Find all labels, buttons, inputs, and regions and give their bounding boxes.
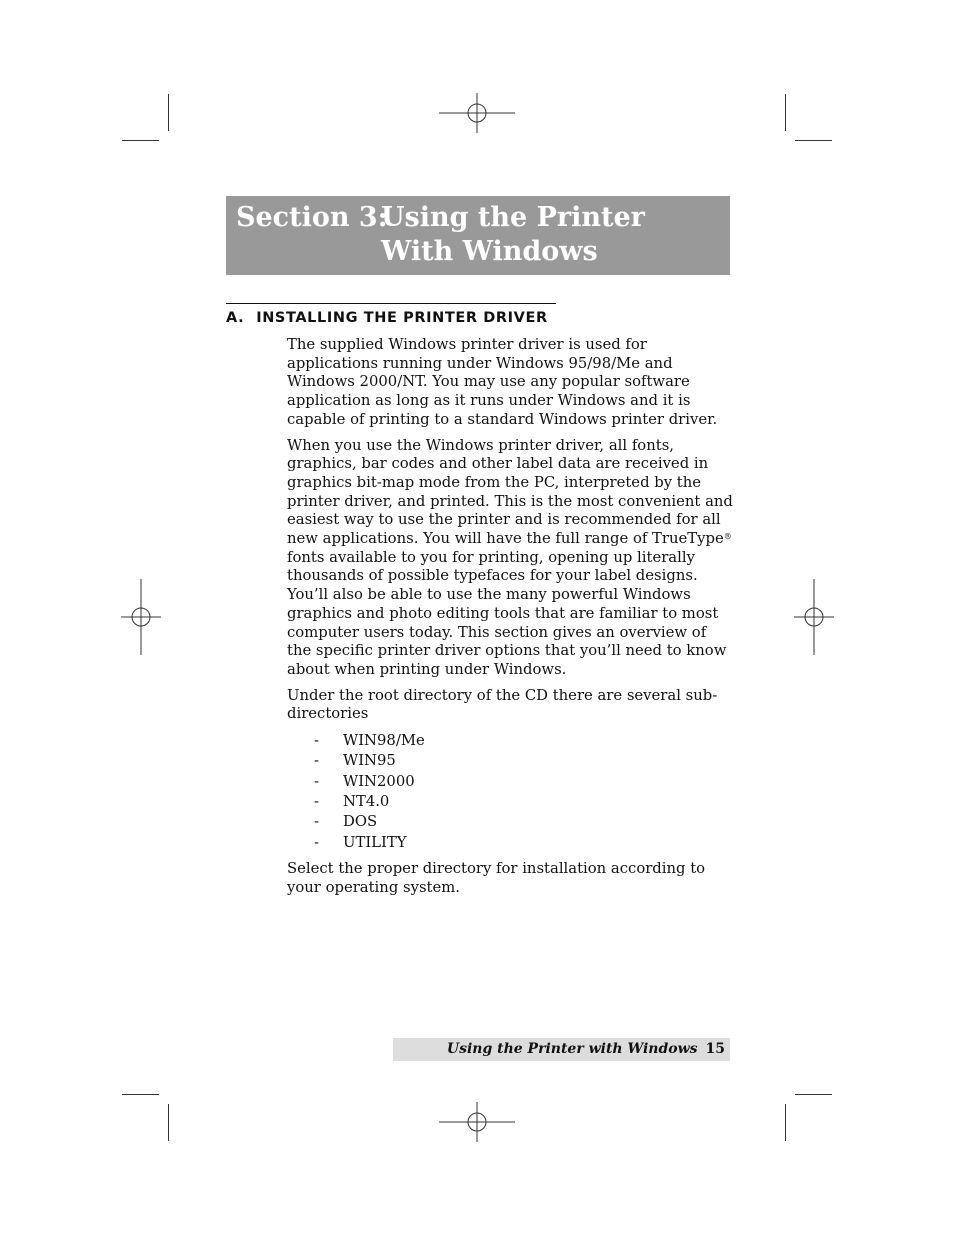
list-item: - WIN2000	[314, 772, 415, 790]
registration-mark-bottom-icon	[439, 1084, 515, 1160]
footer-chapter-title: Using the Printer with Windows	[446, 1041, 698, 1057]
crop-mark-bottom-left-vertical	[168, 1104, 169, 1141]
registered-trademark-mark: ®	[723, 532, 732, 542]
crop-mark-bottom-right-horizontal	[795, 1094, 832, 1095]
section-number: Section 3:	[236, 202, 388, 233]
paragraph-intro: The supplied Windows printer driver is used for applications running under Windows 95/98/Me and Windows 2000/NT. You may use any popular software application as long as it runs under Windows and it is capable of printing to a standard Windows printer driver.	[287, 336, 718, 428]
paragraph-driver-overview: When you use the Windows printer driver, all fonts, graphics, bar codes and other label data are received in graphics bit-map mode from the PC, interpreted by the printer driver, and printed. This is the most convenient and easiest way to use the printer and is recommended for all new applications. You will have the full range of TrueType® fonts available to you for printing, opening up literally thousands of possible typefaces for your label designs. You’ll also be able to use the many powerful Windows graphics and photo editing tools that are familiar to most computer users today. This section gives an overview of the specific printer driver options that you’ll need to know about when printing under Windows.	[287, 436, 733, 678]
subsection-rule	[226, 303, 556, 304]
list-item: - WIN98/Me	[314, 732, 425, 750]
list-item: - DOS	[314, 813, 378, 831]
directory-list	[287, 731, 733, 853]
crop-mark-top-left-horizontal	[122, 140, 159, 141]
crop-mark-bottom-right-vertical	[785, 1104, 786, 1141]
list-item: - WIN95	[314, 752, 396, 770]
list-item: - UTILITY	[314, 833, 407, 851]
crop-mark-bottom-left-horizontal	[122, 1094, 159, 1095]
section-heading-banner	[226, 196, 730, 275]
crop-mark-top-right-horizontal	[795, 140, 832, 141]
subsection-letter: A.	[226, 310, 245, 326]
body-text	[287, 336, 733, 904]
subsection-title: INSTALLING THE PRINTER DRIVER	[256, 310, 548, 326]
paragraph-directories: Under the root directory of the CD there are several sub-directories	[287, 686, 718, 723]
registration-mark-left-icon	[103, 579, 179, 655]
list-item: - NT4.0	[314, 792, 390, 810]
running-footer	[393, 1038, 730, 1061]
paragraph-closing: Select the proper directory for installation according to your operating system.	[287, 859, 706, 896]
subsection-heading	[226, 309, 548, 327]
registration-mark-top-icon	[439, 75, 515, 151]
crop-mark-top-right-vertical	[785, 94, 786, 131]
section-title: Using the Printer With Windows	[381, 202, 645, 267]
crop-mark-top-left-vertical	[168, 94, 169, 131]
page-number: 15	[705, 1041, 725, 1057]
registration-mark-right-icon	[776, 579, 852, 655]
